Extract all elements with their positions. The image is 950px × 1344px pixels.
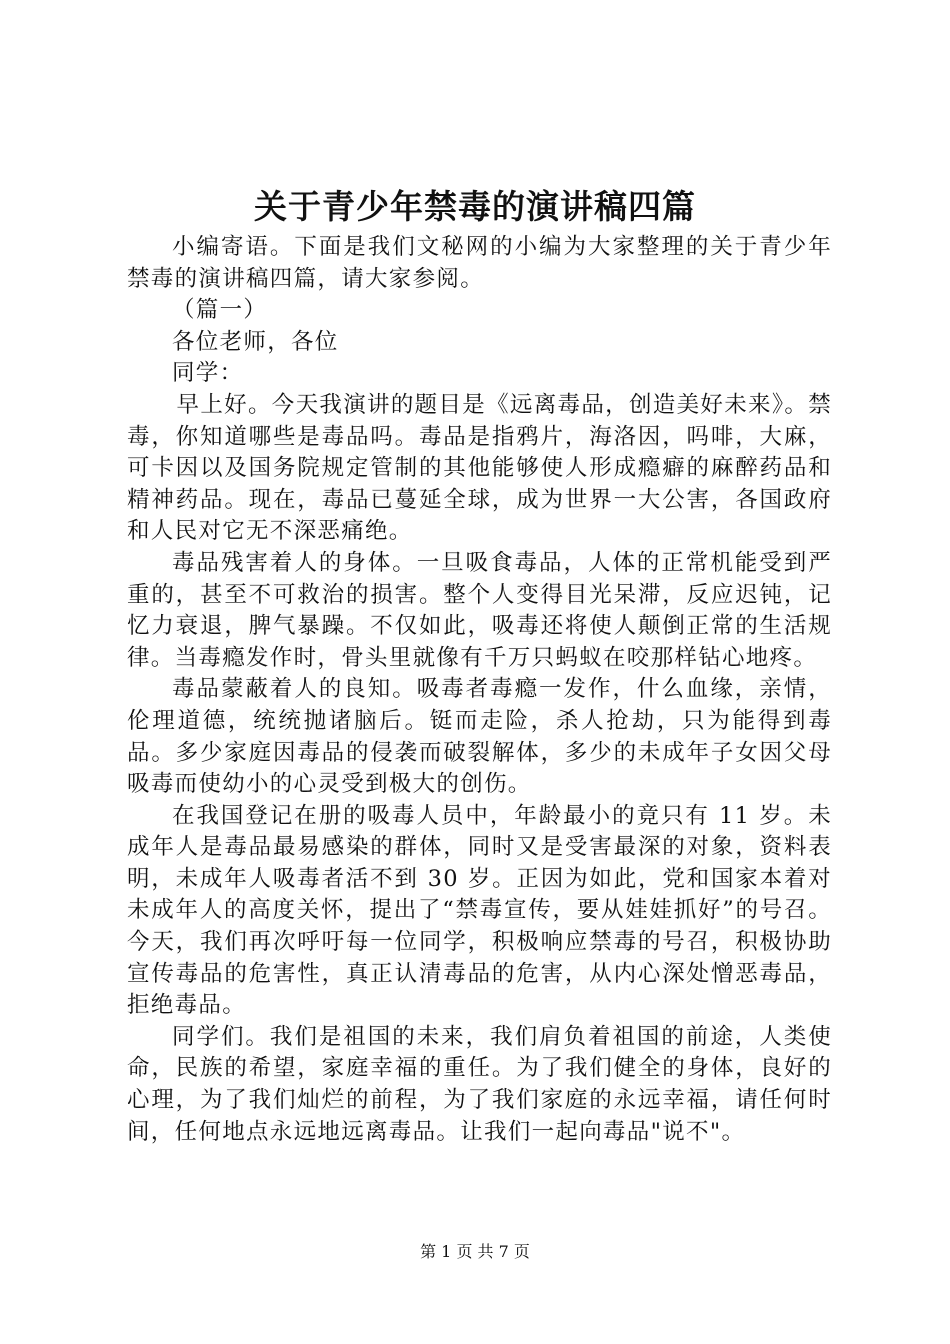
paragraph-salutation: 各位老师，各位 [172,328,339,355]
paragraph-speech-4: 在我国登记在册的吸毒人员中，年龄最小的竟只有 11 岁。未成年人是毒品最易感染的群体，同时又是受害最深的对象，资料表明，未成年人吸毒者活不到 30 岁。正因为如此，党和国家本着对未成年人的高度关怀，提出了“禁毒宣传，要从娃娃抓好”的号召。今天，我们再次呼吁每一位同学，积极响应禁毒的号召，积极协助宣传毒品的危害性，真正认清毒品的危害，从内心深处憎恶毒品，拒绝毒品。 [127,802,832,1019]
document-body [127,232,832,1148]
document-title: 关于青少年禁毒的演讲稿四篇 [254,187,696,226]
paragraph-salutation-cont: 同学： [172,360,244,387]
paragraph-speech-3: 毒品蒙蔽着人的良知。吸毒者毒瘾一发作，什么血缘，亲情，伦理道德，统统抛诸脑后。铤而走险，杀人抢劫，只为能得到毒品。多少家庭因毒品的侵袭而破裂解体，多少的未成年子女因父母吸毒而使幼小的心灵受到极大的创伤。 [127,676,832,798]
paragraph-speech-5: 同学们。我们是祖国的未来，我们肩负着祖国的前途，人类使命，民族的希望，家庭幸福的重任。为了我们健全的身体，良好的心理，为了我们灿烂的前程，为了我们家庭的永远幸福，请任何时间，任何地点永远地远离毒品。让我们一起向毒品"说不"。 [127,1023,832,1145]
paragraph-section-label: （篇一） [172,297,268,324]
paragraph-speech-2: 毒品残害着人的身体。一旦吸食毒品，人体的正常机能受到严重的，甚至不可救治的损害。整个人变得目光呆滞，反应迟钝，记忆力衰退，脾气暴躁。不仅如此，吸毒还将使人颠倒正常的生活规律。当毒瘾发作时，骨头里就像有千万只蚂蚁在咬那样钻心地疼。 [127,549,832,671]
paragraph-speech-1: 早上好。今天我演讲的题目是《远离毒品，创造美好未来》。禁毒，你知道哪些是毒品吗。毒品是指鸦片，海洛因，吗啡，大麻，可卡因以及国务院规定管制的其他能够使人形成瘾癖的麻醉药品和精神药品。现在，毒品已蔓延全球，成为世界一大公害，各国政府和人民对它无不深恶痛绝。 [127,391,832,545]
paragraph-intro: 小编寄语。下面是我们文秘网的小编为大家整理的关于青少年禁毒的演讲稿四篇，请大家参阅。 [127,234,832,292]
page-number-footer: 第 1 页 共 7 页 [420,1242,530,1261]
